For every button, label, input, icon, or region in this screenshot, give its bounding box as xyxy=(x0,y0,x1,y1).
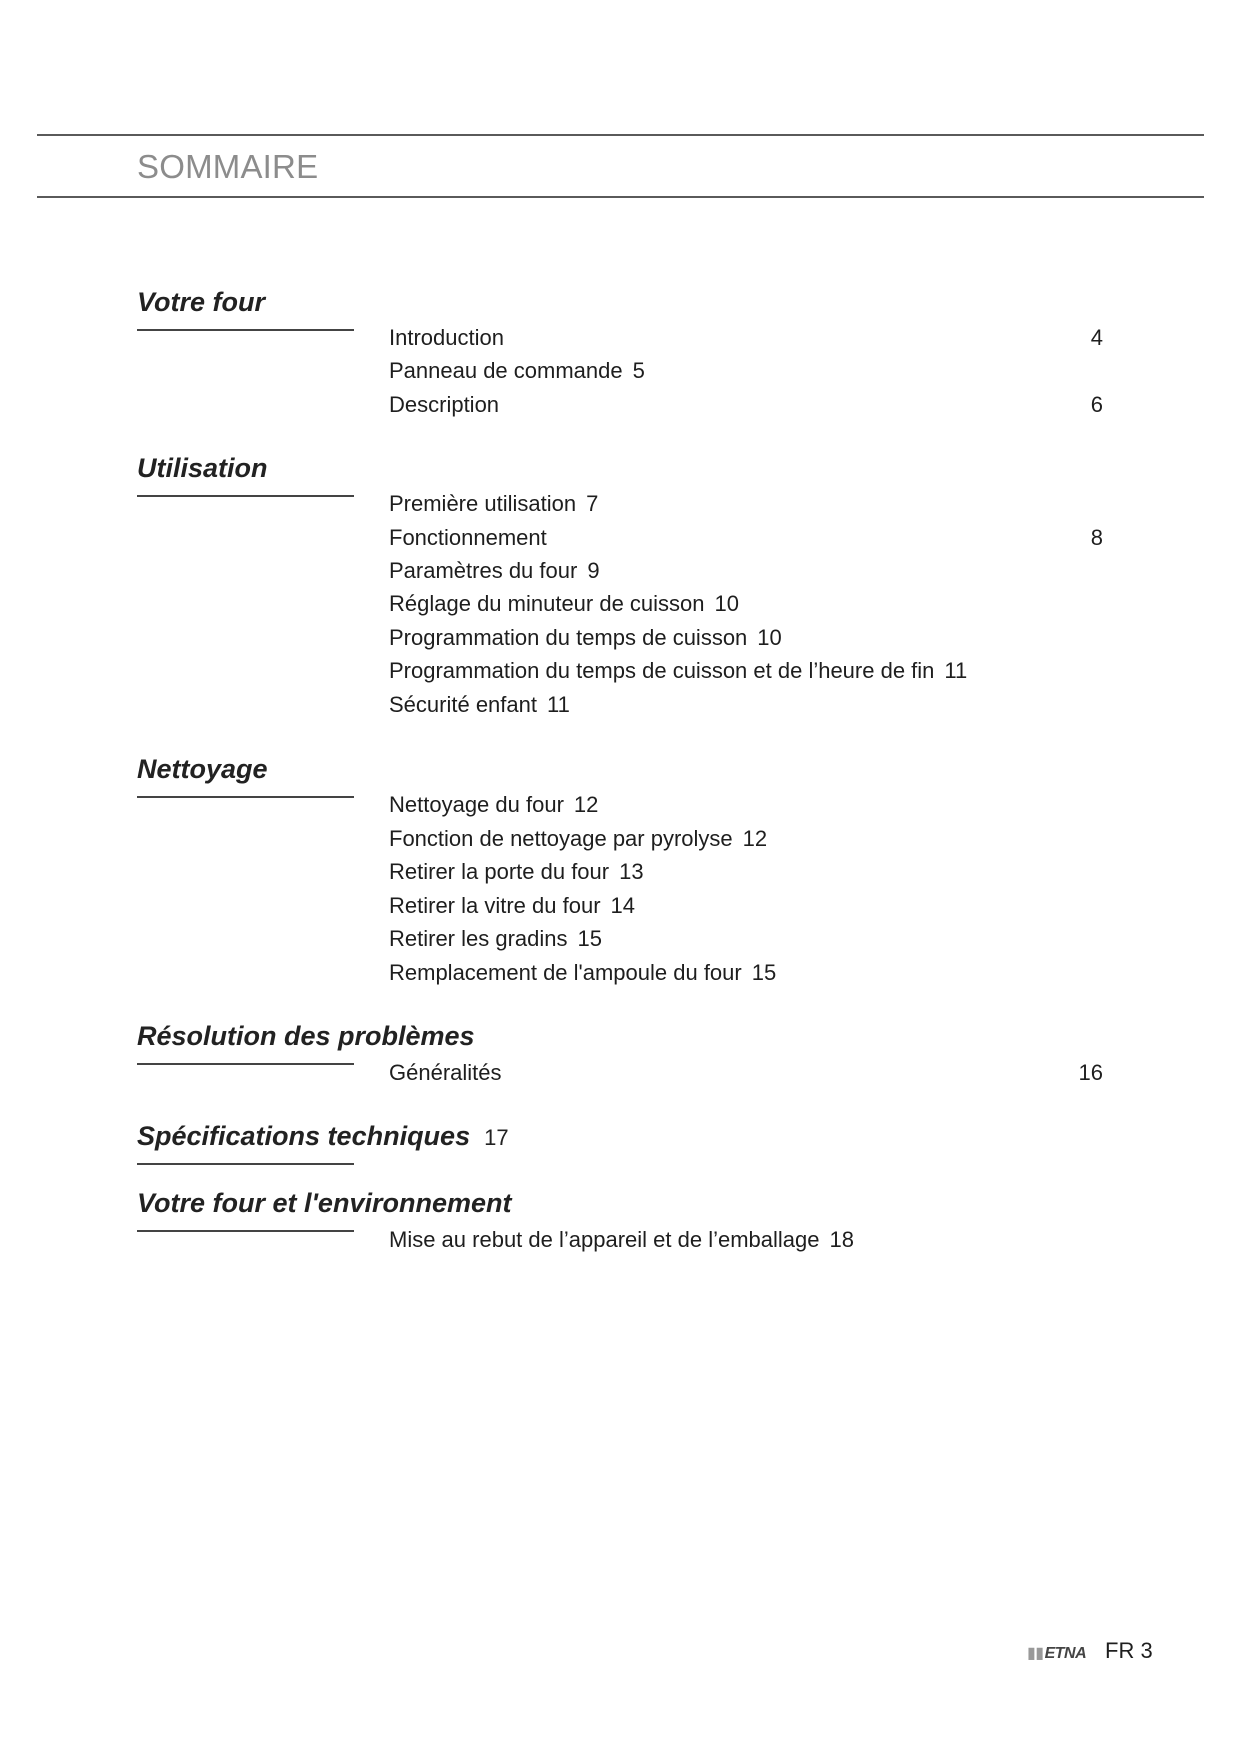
section-title: Résolution des problèmes xyxy=(137,1021,475,1051)
toc-entry[interactable]: Description xyxy=(389,392,500,417)
section-underline xyxy=(137,495,354,497)
header-top-rule xyxy=(37,134,1204,136)
toc-entry[interactable]: Généralités xyxy=(389,1060,502,1085)
toc-page-number: 13 xyxy=(619,859,644,884)
logo-mark-icon: ▮▮ xyxy=(1027,1645,1044,1662)
section-underline xyxy=(137,796,354,798)
header-bottom-rule xyxy=(37,196,1204,198)
toc-entry[interactable]: Introduction xyxy=(389,325,504,350)
toc-entry[interactable]: Remplacement de l'ampoule du four 15 xyxy=(389,960,777,985)
toc-page-number: 15 xyxy=(577,926,602,951)
toc-page-number: 8 xyxy=(1090,525,1103,550)
toc-entry[interactable]: Retirer la vitre du four 14 xyxy=(389,893,636,918)
section-title[interactable]: Spécifications techniques 17 xyxy=(137,1121,509,1151)
section-underline xyxy=(137,1163,354,1165)
toc-entry[interactable]: Programmation du temps de cuisson 10 xyxy=(389,625,782,650)
toc-page-number: 10 xyxy=(757,625,782,650)
section-title: Votre four xyxy=(137,287,265,317)
etna-logo: ▮▮ETNA xyxy=(1027,1645,1087,1662)
toc-page-number: 18 xyxy=(829,1227,854,1252)
toc-page-number: 6 xyxy=(1090,392,1103,417)
page-number: FR 3 xyxy=(1105,1638,1153,1663)
section-title: Utilisation xyxy=(137,453,268,483)
toc-page-number: 17 xyxy=(484,1125,509,1150)
toc-page-number: 11 xyxy=(944,658,968,683)
section-title: Votre four et l'environnement xyxy=(137,1188,512,1218)
toc-entry[interactable]: Retirer la porte du four 13 xyxy=(389,859,644,884)
section-underline xyxy=(137,1063,354,1065)
toc-page-number: 15 xyxy=(751,960,777,985)
toc-entry[interactable]: Sécurité enfant 11 xyxy=(389,692,570,717)
section-underline xyxy=(137,329,354,331)
toc-page-number: 7 xyxy=(586,491,599,516)
toc-entry[interactable]: Retirer les gradins 15 xyxy=(389,926,602,951)
toc-entry[interactable]: Programmation du temps de cuisson et de l’heure de fin 11 xyxy=(389,658,968,683)
toc-entry[interactable]: Mise au rebut de l’appareil et de l’emballage 18 xyxy=(389,1227,854,1252)
toc-entry[interactable]: Paramètres du four 9 xyxy=(389,558,600,583)
toc-page-number: 4 xyxy=(1090,325,1103,350)
toc-entry[interactable]: Nettoyage du four 12 xyxy=(389,792,599,817)
toc-page-number: 16 xyxy=(1078,1060,1103,1085)
toc-entry[interactable]: Réglage du minuteur de cuisson 10 xyxy=(389,591,740,616)
toc-entry[interactable]: Fonction de nettoyage par pyrolyse 12 xyxy=(389,826,768,851)
toc-page-number: 5 xyxy=(632,358,645,383)
toc-page-number: 9 xyxy=(587,558,600,583)
toc-entry[interactable]: Première utilisation 7 xyxy=(389,491,599,516)
toc-page-number: 12 xyxy=(742,826,768,851)
section-underline xyxy=(137,1230,354,1232)
toc-entry[interactable]: Panneau de commande 5 xyxy=(389,358,645,383)
toc-page-number: 14 xyxy=(610,893,636,918)
toc-page-number: 10 xyxy=(714,591,740,616)
toc-entry[interactable]: Fonctionnement xyxy=(389,525,547,550)
section-title: Nettoyage xyxy=(137,754,268,784)
page-title: SOMMAIRE xyxy=(137,148,319,185)
toc-page-number: 11 xyxy=(546,692,570,717)
toc-page-number: 12 xyxy=(573,792,599,817)
